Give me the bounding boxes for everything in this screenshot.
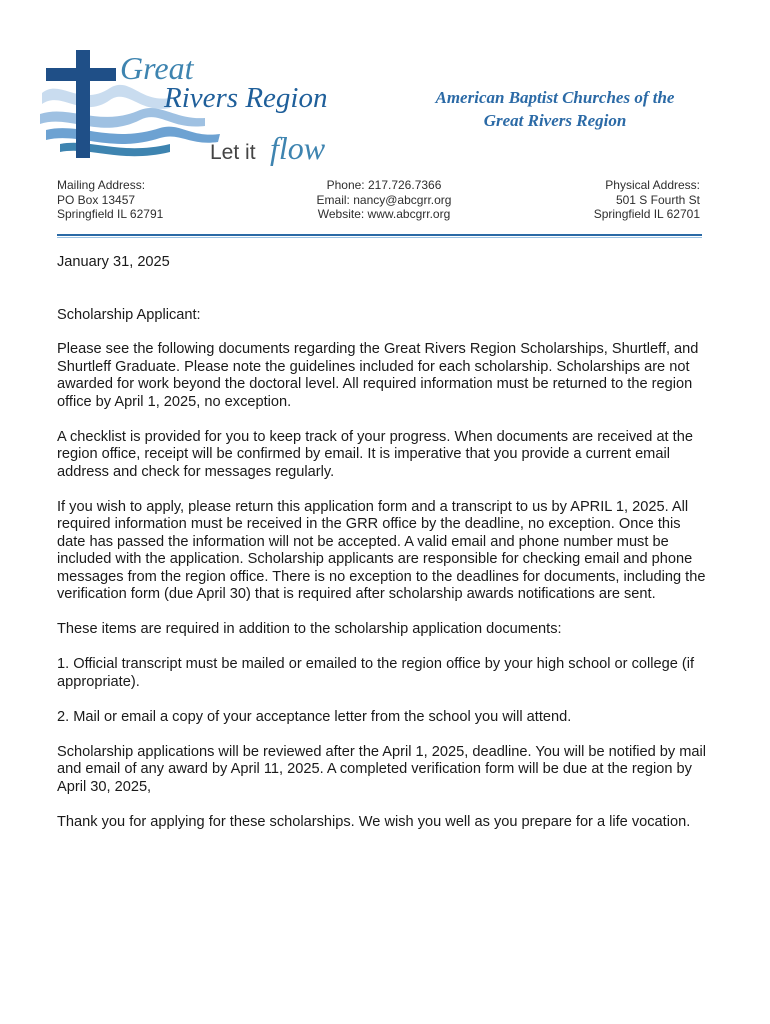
salutation: Scholarship Applicant: — [57, 306, 201, 323]
header-divider — [57, 234, 702, 236]
contact-info — [296, 178, 472, 222]
paragraph: Scholarship applications will be reviewed after the April 1, 2025, deadline. You will be notified by mail and email of any award by April 11, 2025. A completed verification form will be due at the region by April 30, 2025, — [57, 743, 707, 795]
logo-tagline: Let it — [210, 141, 256, 164]
organization-name — [410, 86, 700, 132]
paragraph: These items are required in addition to the scholarship application documents: — [57, 621, 562, 637]
letter-body — [57, 254, 710, 849]
address-line: PO Box 13457 — [57, 192, 136, 207]
email: Email: nancy@abcgrr.org — [316, 192, 452, 207]
paragraph: 2. Mail or email a copy of your acceptance letter from the school you will attend. — [57, 708, 572, 725]
address-line: Springfield IL 62701 — [593, 207, 700, 221]
logo — [40, 48, 350, 173]
paragraph: 1. Official transcript must be mailed or emailed to the region office by your high school or college (if appropriate). — [57, 656, 695, 690]
address-line: Springfield IL 62791 — [57, 207, 164, 221]
org-line: American Baptist Churches of the — [435, 88, 675, 107]
paragraph: Please see the following documents regarding the Great Rivers Region Scholarships, Shurtleff, and Shurtleff Graduate. Please note the guidelines included for each scholarship. Scholarships are not awarded for work beyond the doctoral level. All required information must be returned to the region office by April 1, 2025, no exception. — [57, 341, 699, 410]
logo-text-great: Great — [120, 50, 194, 86]
phone: Phone: 217.726.7366 — [326, 178, 442, 192]
closing-paragraph: Thank you for applying for these scholarships. We wish you well as you prepare for a life vocation. — [57, 813, 691, 830]
website: Website: www.abcgrr.org — [317, 207, 451, 221]
org-line: Great Rivers Region — [483, 111, 627, 130]
letter-date: January 31, 2025 — [57, 254, 170, 270]
paragraph: A checklist is provided for you to keep track of your progress. When documents are received at the region office, receipt will be confirmed by email. It is imperative that you provide a current email address and check for messages regularly. — [57, 428, 693, 480]
physical-address — [594, 178, 700, 222]
address-line: Mailing Address: — [57, 178, 146, 192]
logo-tagline-script: flow — [270, 130, 326, 166]
header-divider-accent — [57, 237, 702, 238]
logo-text-rivers-region: Rivers Region — [164, 82, 328, 114]
paragraph: If you wish to apply, please return this application form and a transcript to us by APRIL 1, 2025. All required information must be received in the GRR office by the deadline, no exception. Once this date has passed the information will not be accepted. A valid email and phone number must be included with the application. Scholarship applicants are responsible for checking email and phone messages from the region office. There is no exception to the deadlines for documents, including the verification form (due April 30) that is required after scholarship awards notifications are sent. — [57, 498, 706, 602]
address-line: Physical Address: — [605, 178, 700, 192]
mailing-address — [57, 178, 163, 222]
address-line: 501 S Fourth St — [615, 192, 700, 207]
